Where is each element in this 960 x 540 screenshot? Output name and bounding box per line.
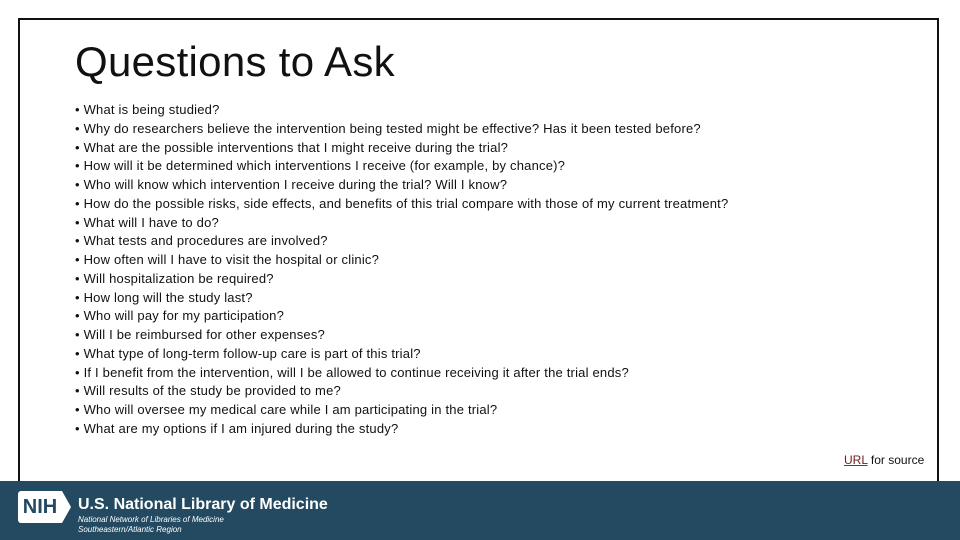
list-item: • What type of long-term follow-up care is part of this trial?	[75, 345, 728, 364]
list-item: • How often will I have to visit the hospital or clinic?	[75, 251, 728, 270]
list-item: • How long will the study last?	[75, 289, 728, 308]
list-item: • What are the possible interventions that I might receive during the trial?	[75, 139, 728, 158]
list-item: • If I benefit from the intervention, will I be allowed to continue receiving it after the trial ends?	[75, 364, 728, 383]
source-suffix: for source	[867, 453, 925, 467]
list-item: • Who will pay for my participation?	[75, 307, 728, 326]
nih-logo: NIH	[18, 491, 62, 523]
list-item: • Why do researchers believe the intervention being tested might be effective? Has it been tested before?	[75, 120, 728, 139]
list-item: • Will results of the study be provided to me?	[75, 382, 728, 401]
list-item: • How do the possible risks, side effects, and benefits of this trial compare with those of my current treatment?	[75, 195, 728, 214]
source-note	[844, 453, 924, 467]
list-item: • What tests and procedures are involved?	[75, 232, 728, 251]
footer-banner	[0, 481, 960, 540]
slide-title: Questions to Ask	[75, 38, 395, 85]
source-url-link[interactable]: URL	[844, 453, 868, 467]
list-item: • Who will oversee my medical care while I am participating in the trial?	[75, 401, 728, 420]
list-item: • What are my options if I am injured during the study?	[75, 420, 728, 439]
list-item: • What will I have to do?	[75, 214, 728, 233]
list-item: • Will I be reimbursed for other expenses?	[75, 326, 728, 345]
list-item: • Who will know which intervention I receive during the trial? Will I know?	[75, 176, 728, 195]
list-item: • Will hospitalization be required?	[75, 270, 728, 289]
list-item: • What is being studied?	[75, 101, 728, 120]
questions-list	[75, 101, 728, 439]
nih-chevron-icon	[62, 491, 71, 523]
network-name: National Network of Libraries of Medicine	[78, 515, 224, 524]
list-item: • How will it be determined which interventions I receive (for example, by chance)?	[75, 157, 728, 176]
org-name: U.S. National Library of Medicine	[78, 496, 328, 513]
region-name: Southeastern/Atlantic Region	[78, 525, 182, 534]
